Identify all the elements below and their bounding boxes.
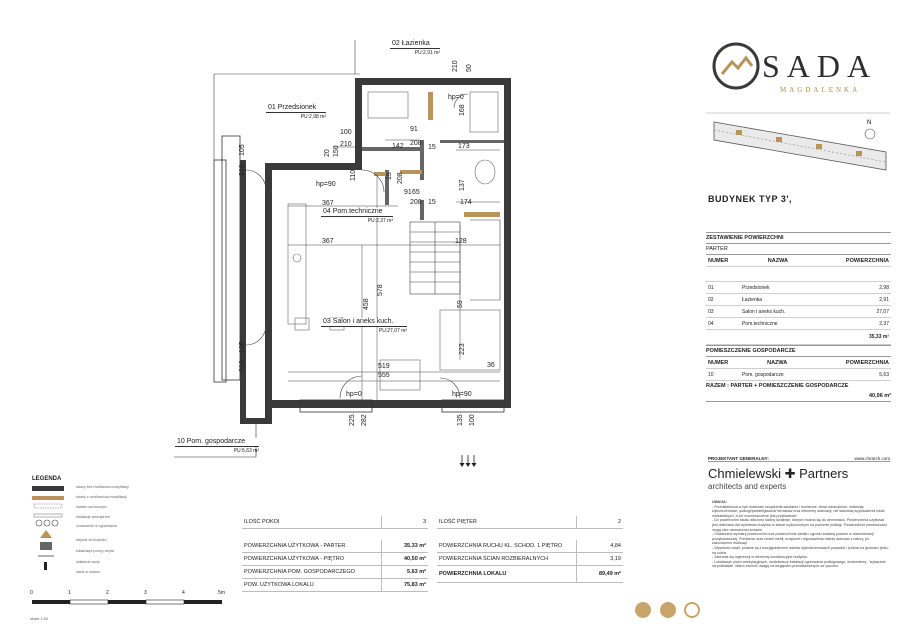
svg-text:208: 208: [410, 140, 422, 147]
svg-text:223: 223: [459, 343, 466, 355]
svg-text:137: 137: [459, 179, 466, 191]
room-name: 10 Pom. gospodarcze: [175, 438, 259, 447]
row-area: 27,07: [816, 306, 891, 318]
summary-row: [242, 540, 428, 553]
summary-key: POWIERZCHNIA POM. GOSPODARCZEGO: [244, 569, 355, 575]
note-line: - Zabrania się ingerencji w elementy konstrukcyjne budynku.: [712, 555, 809, 560]
row-num: 03: [706, 306, 740, 318]
svg-text:282: 282: [361, 414, 368, 426]
svg-text:150: 150: [333, 145, 340, 157]
svg-text:210: 210: [239, 164, 246, 176]
summary-key: ILOŚĆ POKOI: [244, 519, 280, 525]
svg-text:578: 578: [377, 284, 384, 296]
row-name: Przedsionek: [740, 282, 816, 294]
svg-text:hp=90: hp=90: [316, 181, 336, 188]
scale-tick: 0: [30, 590, 33, 596]
svg-text:128: 128: [455, 238, 467, 245]
svg-text:210: 210: [239, 360, 246, 372]
svg-text:hp=0: hp=0: [448, 94, 464, 101]
row-name: Pom.techniczne: [740, 318, 816, 330]
legend-item: oznaczenie nr ogrzewania: [76, 524, 117, 528]
room-area: PU:2,37 m²: [367, 218, 393, 224]
summary-key: POWIERZCHNIA LOKALU: [439, 571, 507, 577]
table-row: [706, 369, 891, 381]
svg-text:50: 50: [466, 64, 473, 72]
svg-text:100: 100: [340, 129, 352, 136]
scale-tick: 2: [106, 590, 109, 596]
svg-text:210: 210: [452, 60, 459, 72]
room-label-01: [266, 104, 326, 121]
summary-row: [437, 566, 623, 583]
svg-text:15: 15: [428, 144, 436, 151]
summary-right: [437, 516, 623, 596]
legend-title: LEGENDA: [32, 476, 62, 482]
circle-icon: [660, 602, 676, 618]
summary-row: [437, 553, 623, 566]
gosp-title: POMIESZCZENIE GOSPODARCZE: [706, 345, 891, 357]
room-name: 03 Salon i aneks kuch.: [321, 318, 407, 327]
contractor-url[interactable]: www.chrarch.com: [854, 456, 890, 461]
svg-text:105: 105: [239, 341, 246, 353]
row-area: 2,37: [816, 318, 891, 330]
row-area: 5,63: [814, 369, 891, 381]
site-plan-thumbnail: [706, 112, 890, 188]
area-table: [706, 255, 891, 345]
summary-value: 35,33 m²: [381, 540, 428, 552]
svg-text:59: 59: [457, 300, 464, 308]
svg-text:100: 100: [469, 414, 476, 426]
row-num: 10: [706, 369, 740, 381]
floor-label: PARTER: [706, 244, 891, 255]
svg-text:367: 367: [322, 238, 334, 245]
svg-text:15: 15: [386, 172, 393, 180]
col-header: NUMER: [706, 255, 740, 267]
scale-note: skala 1:50: [30, 616, 49, 621]
summary-key: POWIERZCHNIA RUCHU KL. SCHOD. 1 PIĘTRO: [439, 543, 563, 549]
svg-text:110: 110: [350, 169, 357, 181]
legend: [24, 476, 204, 482]
room-area: PU:27,07 m²: [378, 328, 407, 334]
svg-text:210: 210: [340, 141, 352, 148]
area-statement: [706, 232, 891, 402]
table-row: [706, 282, 891, 294]
brand-subtitle: MAGDALENKA: [780, 86, 861, 94]
summary-left: [242, 516, 428, 596]
row-num: 01: [706, 282, 740, 294]
svg-text:hp=0: hp=0: [346, 391, 362, 398]
summary-row: [437, 540, 623, 553]
room-label-04: [321, 208, 393, 225]
summary-key: POWIERZCHNIA UŻYTKOWA - PIĘTRO: [244, 556, 345, 562]
room-name: 02 Łazienka: [390, 40, 440, 49]
scale-tick: 5m: [218, 590, 225, 596]
row-area: 2,98: [816, 282, 891, 294]
summary-key: POW. UŻYTKOWA LOKALU: [244, 582, 314, 588]
notes-title: UWAGA:: [712, 500, 727, 504]
summary-value: 5,63 m²: [381, 566, 428, 578]
svg-text:91: 91: [404, 189, 412, 196]
row-name: Salon i aneks kuch.: [740, 306, 816, 318]
col-header: POWIERZCHNIA: [814, 357, 891, 369]
row-area: 2,91: [816, 294, 891, 306]
contractor-name: Chmielewski ✚ Partners: [708, 466, 849, 481]
table-row: [706, 306, 891, 318]
svg-text:519: 519: [378, 363, 390, 370]
svg-text:91: 91: [410, 126, 418, 133]
note-line: - Przedstawiona w tym materiale urządzenia sanitarne i kuchenne, drzwi wewnętrzne, materiały wykończeniowe, podłogi/parkiet/glazura/ terrakota/ oraz elementy aranżacji, nie stanowią wyposażenia lokali mieszkalnych, a ich rozmieszczenie jest przykładowe.: [712, 504, 885, 518]
note-line: - Do powierzchni lokalu wliczono ściany działowe, których można się do demontażu. Powierzchnia użytkowa jest obliczana dla wymiarów budynku w stanie wykończonym na poziomie podłogi. Powierzchnie pomieszczeń mogą ulec nieznacznej zmianie.: [712, 518, 888, 532]
legend-item: ściany z możliwością modyfikacji: [76, 495, 127, 499]
summary-value: 40,50 m²: [381, 553, 428, 565]
svg-text:208: 208: [410, 199, 422, 206]
svg-text:225: 225: [349, 414, 356, 426]
scale-tick: 3: [144, 590, 147, 596]
contractor-tag: architects and experts: [708, 482, 787, 491]
svg-text:174: 174: [460, 199, 472, 206]
summary-value: 89,49 m²: [576, 566, 623, 582]
svg-text:168: 168: [459, 104, 466, 116]
room-area: PU:5,63 m²: [233, 448, 259, 454]
legend-item: otwór w ścianie: [76, 570, 100, 574]
col-header: NUMER: [706, 357, 740, 369]
row-name: Łazienka: [740, 294, 816, 306]
scale-tick: 4: [182, 590, 185, 596]
svg-text:173: 173: [458, 143, 470, 150]
room-area: PU:2,91 m²: [414, 50, 440, 56]
building-title: BUDYNEK TYP 3',: [708, 194, 792, 204]
svg-text:20: 20: [324, 149, 331, 157]
legend-item: instalacje wewnętrzne: [76, 515, 111, 519]
summary-key: POWIERZCHNIA UŻYTKOWA - PARTER: [244, 543, 346, 549]
table-row: [706, 294, 891, 306]
summary-value: 3,19: [576, 553, 623, 565]
svg-text:458: 458: [363, 298, 370, 310]
summary-value: 4,84: [576, 540, 623, 552]
svg-text:hp=90: hp=90: [452, 391, 472, 398]
table-row: [706, 318, 891, 330]
legend-item: układście wody: [76, 560, 100, 564]
note-line: - Lokalizacje pionu wentylacyjnych, rozdzielaczy instalacji ogrzewania podłogowego, wodomierzy - wykazane na podstawie. Warto zwrócić uwagę na względem przedstawionych na rysunku.: [712, 559, 886, 569]
row-num: 02: [706, 294, 740, 306]
summary-row: [242, 566, 428, 579]
notes-block: [712, 500, 890, 569]
col-header: POWIERZCHNIA: [816, 255, 891, 267]
area-title: ZESTAWIENIE POWIERZCHNI: [706, 232, 891, 244]
razem-label: RAZEM : PARTER + POMIESZCZENIE GOSPODARCZE: [706, 383, 849, 389]
summary-key: POWIERZCHNIA ŚCIAN ROZBIERALNYCH: [439, 556, 549, 562]
svg-text:65: 65: [412, 189, 420, 196]
col-header: NAZWA: [740, 255, 816, 267]
note-line: - Ostateczne wymiary powierzchni oraz powierzchnie działki i ogrodu zostaną podane w dokumentacji powykonawczej. Pomiarów oraz zmian mebli, urządzeń i wyposażenia należy dokonać z natury, po zakończeniu realizacji.: [712, 532, 874, 546]
gosp-table: [706, 357, 891, 381]
svg-text:15: 15: [428, 199, 436, 206]
svg-text:142: 142: [392, 143, 404, 150]
scale-tick: 1: [68, 590, 71, 596]
summary-row: [242, 579, 428, 592]
svg-text:367: 367: [322, 200, 334, 207]
room-name: 04 Pom.techniczne: [321, 208, 393, 217]
room-label-10: [175, 438, 259, 455]
row-name: Pom. gospodarcze: [740, 369, 814, 381]
summary-value: 75,83 m²: [381, 579, 428, 591]
room-label-02: [390, 40, 440, 57]
room-label-03: [321, 318, 407, 335]
svg-text:36: 36: [487, 362, 495, 369]
col-header: NAZWA: [740, 357, 814, 369]
contractor-label: PROJEKTANT GENERALNY:: [708, 456, 769, 461]
brand-logo: [712, 40, 892, 100]
razem-value: 40,96 m²: [706, 391, 891, 402]
brand-name: SADA: [762, 48, 878, 84]
summary-row: [242, 553, 428, 566]
svg-text:555: 555: [378, 372, 390, 379]
legend-item: wejście do budynku: [76, 538, 107, 542]
note-line: - Wysokość lokali, podane są z uwzględnieniem warstw wykończeniowych posadzki i tynków na grubości tynku na sufcie.: [712, 545, 889, 555]
legend-item: światło nad kuśnym: [76, 505, 107, 509]
room-area: PU:2,98 m²: [300, 114, 326, 120]
total-area: 35,33 m²: [706, 330, 891, 345]
summary-value: 3: [381, 516, 428, 528]
north-icon: N: [867, 120, 872, 126]
summary-row: [242, 516, 428, 529]
logo-mark-icon: [712, 40, 762, 90]
legend-symbols: [30, 484, 70, 580]
contractor-block: [708, 456, 890, 491]
circle-icon: [684, 602, 700, 618]
svg-text:208: 208: [397, 172, 404, 184]
scale-bar: [28, 590, 228, 620]
svg-text:105: 105: [239, 144, 246, 156]
svg-text:135: 135: [457, 414, 464, 426]
row-num: 04: [706, 318, 740, 330]
summary-row: [437, 516, 623, 529]
room-name: 01 Przedsionek: [266, 104, 326, 113]
summary-value: 2: [576, 516, 623, 528]
legend-item: ściany bez możliwości modyfikacji: [76, 485, 129, 489]
circle-icon: [635, 602, 651, 618]
summary-key: ILOŚĆ PIĘTER: [439, 519, 477, 525]
legend-item: lokalizacja pompy ciepła: [76, 549, 114, 553]
